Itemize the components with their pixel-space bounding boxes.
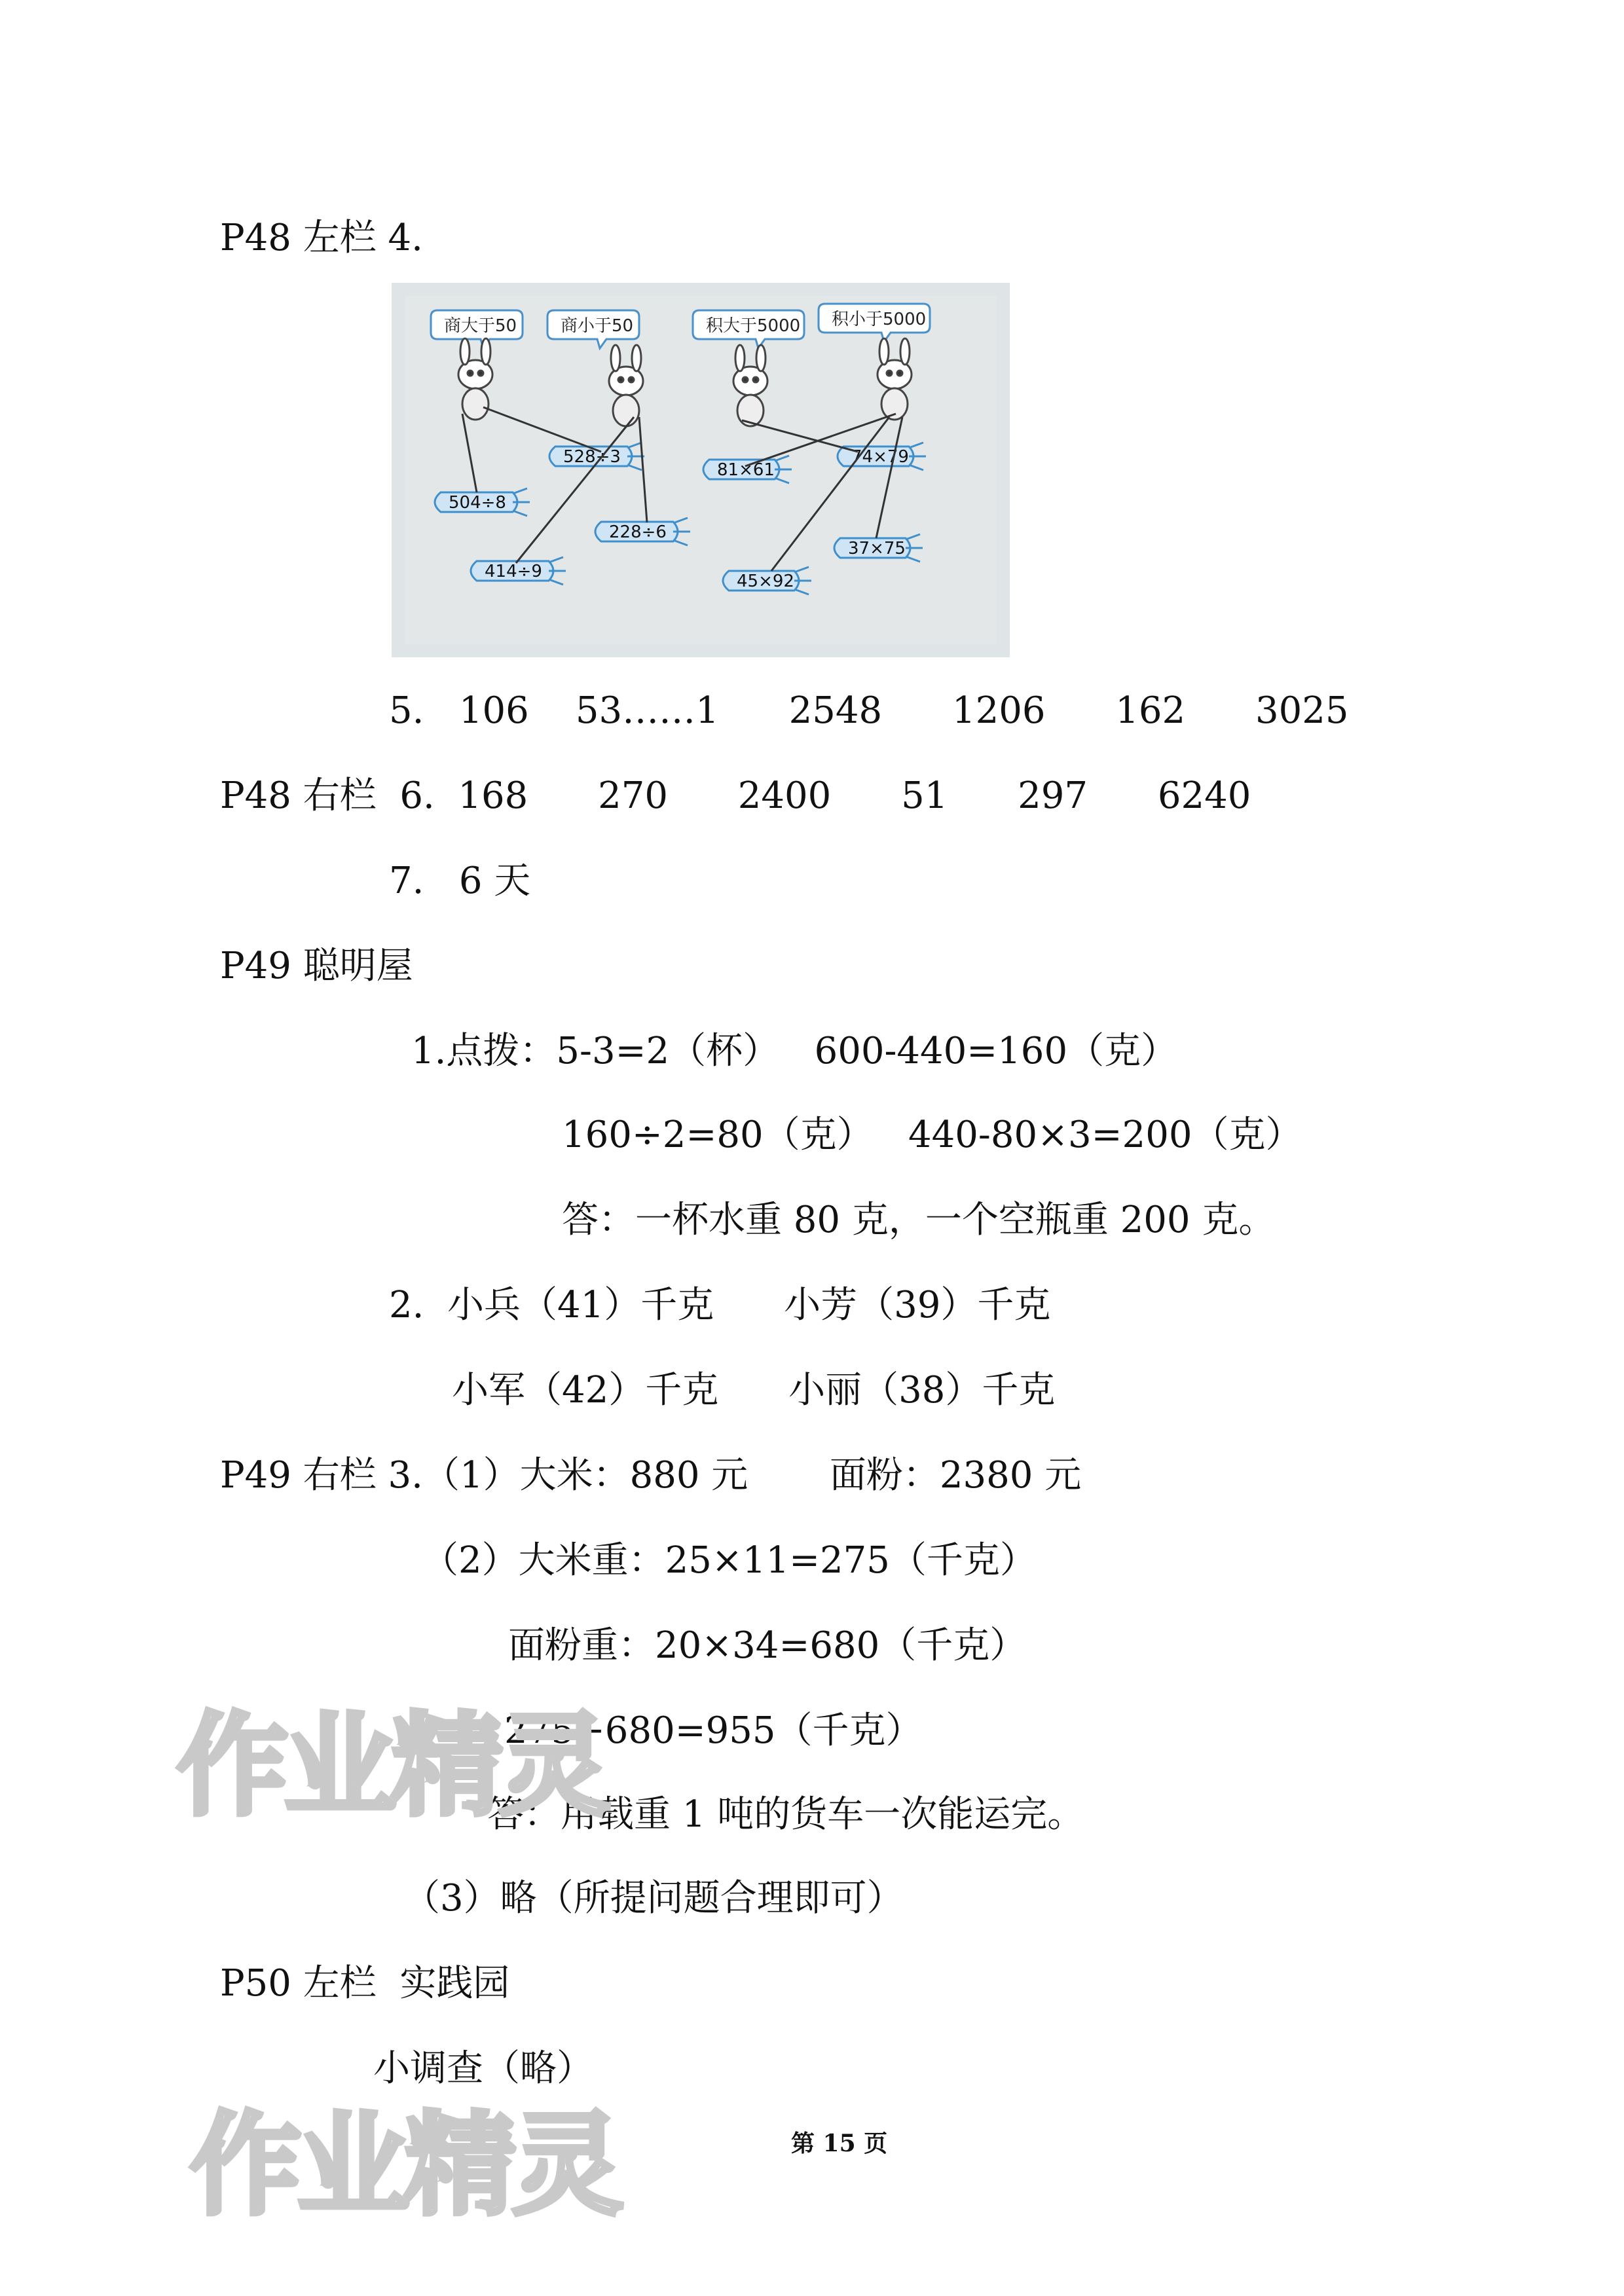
- line-item-7: 7. 6 天: [389, 860, 531, 902]
- line-hint-2: 160÷2=80（克） 440-80×3=200（克）: [562, 1114, 1302, 1156]
- line-p49-right-3: P49 右栏 3.（1）大米：880 元 面粉：2380 元: [220, 1454, 1082, 1497]
- line-p50-header: P50 左栏 实践园: [220, 1962, 510, 2005]
- line-answer-1: 答：一杯水重 80 克，一个空瓶重 200 克。: [562, 1199, 1276, 1241]
- carrot-text-5: 81×61: [717, 460, 775, 480]
- bubble-text-3: 积大于5000: [706, 316, 801, 336]
- line-answer-2: 答：用载重 1 吨的货车一次能运完。: [487, 1793, 1084, 1836]
- watermark: 作业精灵: [177, 1702, 607, 1831]
- carrot-text-1: 528÷3: [563, 447, 621, 467]
- line-3-2b: 面粉重：20×34=680（千克）: [508, 1624, 1027, 1667]
- bubble-text-4: 积小于5000: [832, 310, 927, 329]
- carrot-text-4: 414÷9: [485, 562, 542, 581]
- line-p48-left-4: P48 左栏 4.: [220, 217, 423, 259]
- carrot-text-2: 504÷8: [449, 493, 506, 513]
- line-3-2c: 275+680=955（千克）: [504, 1709, 923, 1752]
- carrot-text-6: 74×79: [851, 447, 909, 467]
- line-item-2a: 2. 小兵（41）千克 小芳（39）千克: [389, 1284, 1051, 1326]
- line-p48-right-6: P48 右栏 6. 168 270 2400 51 297 6240: [220, 774, 1251, 817]
- bubble-text-2: 商小于50: [561, 316, 634, 336]
- line-3-3: （3）略（所提问题合理即可）: [403, 1877, 904, 1920]
- line-hint-1: 1.点拨：5-3=2（杯） 600-440=160（克）: [411, 1030, 1178, 1072]
- line-survey: 小调查（略）: [373, 2047, 593, 2090]
- page-number: 第 15 页: [791, 2130, 888, 2157]
- carrot-text-7: 37×75: [848, 539, 906, 558]
- line-item-2b: 小军（42）千克 小丽（38）千克: [452, 1369, 1056, 1412]
- line-item-5: 5. 106 53……1 2548 1206 162 3025: [389, 689, 1349, 732]
- carrot-text-3: 228÷6: [609, 522, 667, 542]
- matching-exercise-photo: [392, 283, 1010, 657]
- line-3-2a: （2）大米重：25×11=275（千克）: [422, 1539, 1037, 1582]
- carrot-text-8: 45×92: [737, 572, 794, 591]
- bubble-text-1: 商大于50: [444, 316, 517, 336]
- watermark: 作业精灵: [190, 2101, 620, 2231]
- line-p49-header: P49 聪明屋: [220, 945, 413, 987]
